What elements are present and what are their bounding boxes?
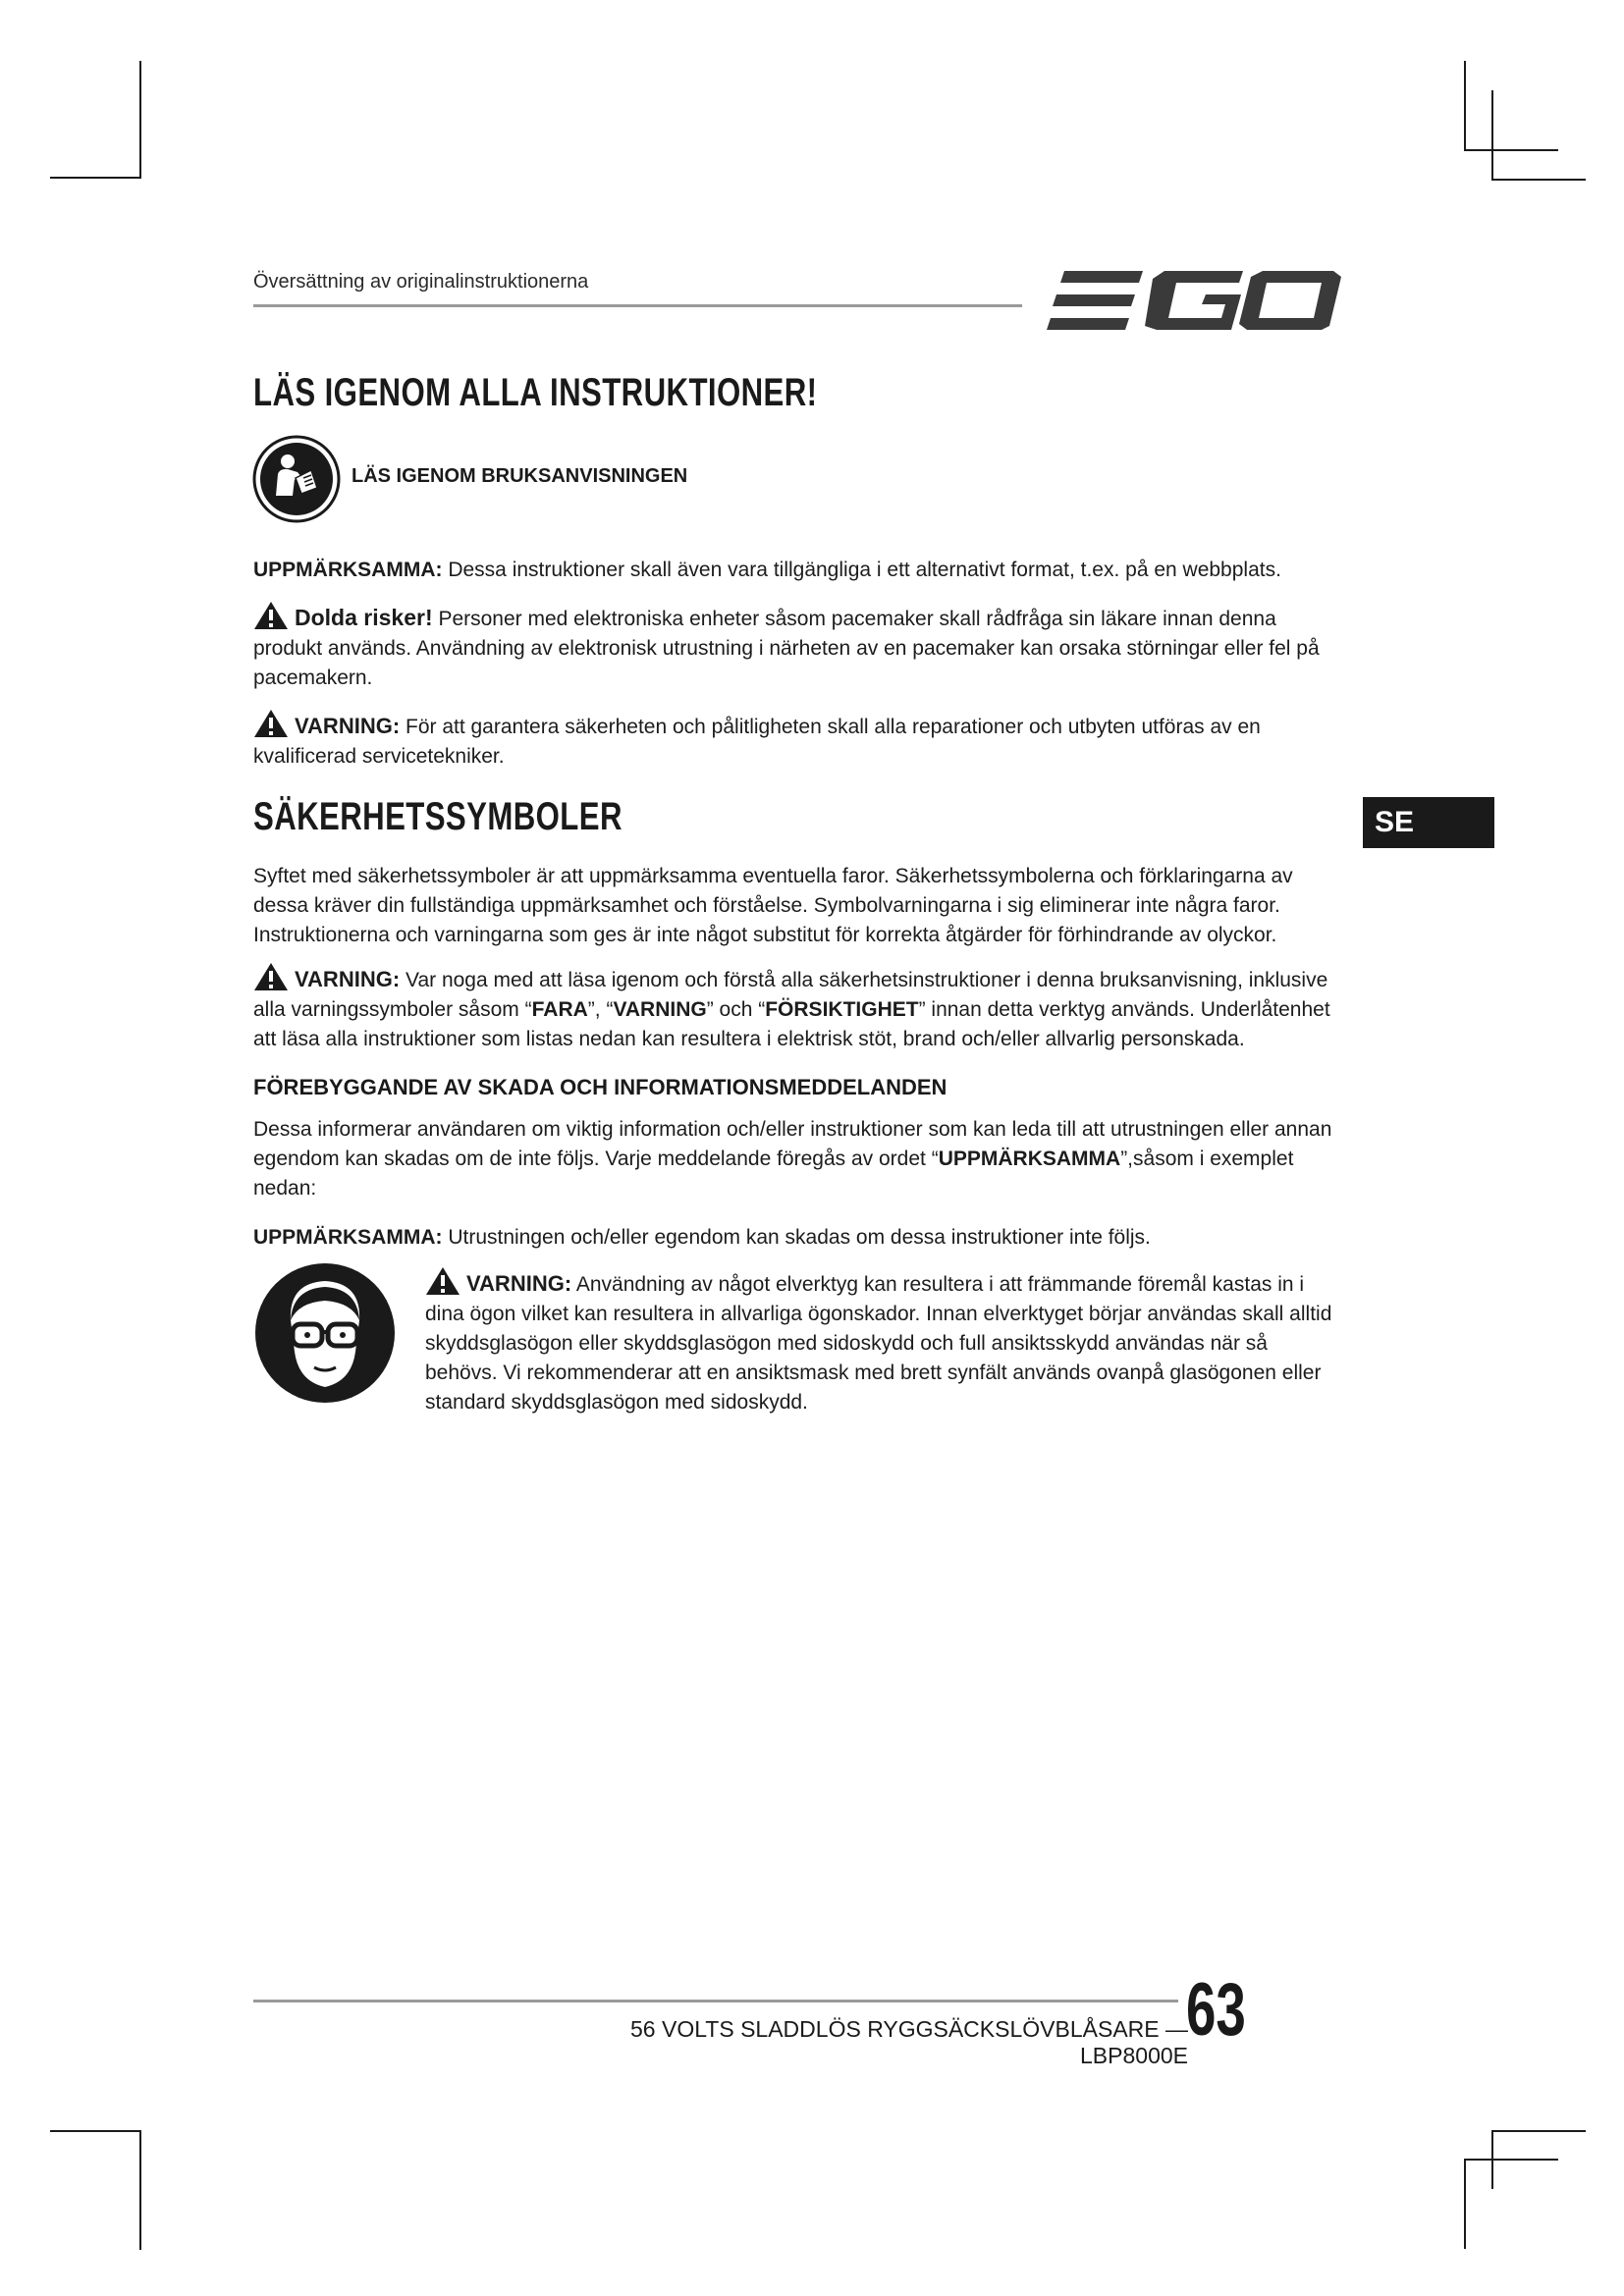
crop-mark-top-right-v2	[1491, 90, 1493, 181]
warning-repair-text: För att garantera säkerheten och pålitligheten skall alla reparationer och utbyten utföras av en kvalificerad servicetekniker.	[253, 716, 1261, 768]
crop-mark-bottom-left-v	[139, 2130, 141, 2250]
footer-product-name: 56 VOLTS SLADDLÖS RYGGSÄCKSLÖVBLÅSARE — LBP8000E	[630, 2016, 1188, 2068]
varning-term: VARNING	[613, 998, 707, 1021]
notice-paragraph	[253, 556, 1343, 585]
subheading-prevention: FÖREBYGGANDE AV SKADA OCH INFORMATIONSMEDDELANDEN	[253, 1075, 947, 1099]
eye-protection-icon	[253, 1261, 397, 1405]
warning-repair-label: VARNING:	[295, 714, 401, 738]
info-text-2: ”,såsom i exemplet nedan:	[253, 1148, 1294, 1200]
notice-text: Dessa instruktioner skall även vara tillgängliga i ett alternativt format, t.ex. på en webbplats.	[442, 559, 1281, 581]
read-manual-label: LÄS IGENOM BRUKSANVISNINGEN	[352, 465, 688, 487]
hidden-risk-paragraph	[253, 601, 1343, 693]
fara-term: FARA	[531, 998, 588, 1021]
ego-logo-graphic	[1047, 267, 1341, 336]
warning-read-text-1: Var noga med att läsa igenom och förstå alla säkerhetsinstruktioner i denna bruksanvisning, inklusive alla varningssymboler såsom “	[253, 969, 1328, 1021]
warning-triangle-icon	[253, 709, 289, 738]
forsiktighet-term: FÖRSIKTIGHET	[765, 998, 919, 1021]
example-notice-paragraph	[253, 1223, 1343, 1253]
crop-mark-top-right-h	[1464, 149, 1558, 151]
warning-read-text-2: ” innan detta verktyg används. Underlåtenhet att läsa alla instruktioner som listas nedan kan resultera i elektrisk stöt, brand och/eller allvarlig personskada.	[253, 998, 1330, 1050]
crop-mark-bottom-right-v2	[1464, 2159, 1466, 2249]
warning-read-label: VARNING:	[295, 967, 401, 991]
goggles-warning-text: Användning av något elverktyg kan resultera i att främmande föremål kastas in i dina ögon vilket kan resultera in allvarliga ögonskador. Innan elverktyget börjar användas skall alltid skyddsglasögon eller skyddsglasögon med sidoskydd och full ansiktsskydd användas när så behövs. Vi rekommenderar att en ansiktsmask med brett synfält används ovanpå glasögonen eller standard skyddsglasögon med sidoskydd.	[425, 1273, 1332, 1414]
header-rule	[253, 304, 1022, 307]
read-manual-icon	[252, 435, 341, 523]
safety-symbols-intro: Syftet med säkerhetssymboler är att uppmärksamma eventuella faror. Säkerhetssymbolerna och förklaringarna av dessa kräver din fullständiga uppmärksamhet och förståelse. Symbolvarningarna i sig eliminerar inte några faror. Instruktionerna och varningarna som ges är inte något substitut för korrekta åtgärder för förhindrande av olyckor.	[253, 865, 1293, 946]
goggles-warning-paragraph	[425, 1266, 1338, 1417]
crop-mark-top-right-v	[1464, 61, 1466, 150]
warning-triangle-icon	[253, 962, 289, 991]
crop-mark-bottom-right-h2	[1464, 2159, 1558, 2161]
info-paragraph	[253, 1115, 1343, 1203]
crop-mark-top-left-v	[139, 61, 141, 179]
info-bold-term: UPPMÄRKSAMMA	[938, 1148, 1121, 1170]
notice-label: UPPMÄRKSAMMA:	[253, 559, 443, 581]
warning-triangle-icon	[253, 601, 289, 630]
header-subtitle: Översättning av originalinstruktionerna	[253, 271, 589, 293]
page-number: 63	[1186, 1968, 1246, 2052]
language-tab-se: SE	[1363, 797, 1494, 848]
sep-2: ” och “	[706, 998, 766, 1021]
hidden-risk-text: Personer med elektroniska enheter såsom pacemaker skall rådfråga sin läkare innan denna produkt används. Användning av elektronisk utrustning i närheten av en pacemaker kan orsaka störningar eller fel på pacemakern.	[253, 608, 1320, 689]
example-notice-label: UPPMÄRKSAMMA:	[253, 1226, 443, 1249]
warning-triangle-icon	[425, 1266, 460, 1296]
crop-mark-top-right-h2	[1491, 179, 1586, 181]
crop-mark-top-left-h	[50, 177, 140, 179]
crop-mark-bottom-right-h	[1491, 2130, 1586, 2132]
crop-mark-bottom-left-h	[50, 2130, 140, 2132]
warning-repair-paragraph	[253, 709, 1343, 772]
sep-1: ”, “	[587, 998, 614, 1021]
section-title-safety-symbols: SÄKERHETSSYMBOLER	[253, 795, 623, 838]
hidden-risk-label: Dolda risker!	[295, 605, 433, 630]
goggles-warning-label: VARNING:	[466, 1271, 572, 1296]
section-title-read-instructions: LÄS IGENOM ALLA INSTRUKTIONER!	[253, 371, 818, 414]
brand-logo	[1047, 267, 1341, 336]
warning-read-paragraph	[253, 962, 1343, 1054]
info-text-1: Dessa informerar användaren om viktig information och/eller instruktioner som kan leda till att utrustningen eller annan egendom kan skadas om de inte följs. Varje meddelande föregås av ordet “	[253, 1118, 1332, 1170]
example-notice-text: Utrustningen och/eller egendom kan skadas om dessa instruktioner inte följs.	[442, 1226, 1151, 1249]
footer-rule	[253, 2000, 1178, 2002]
